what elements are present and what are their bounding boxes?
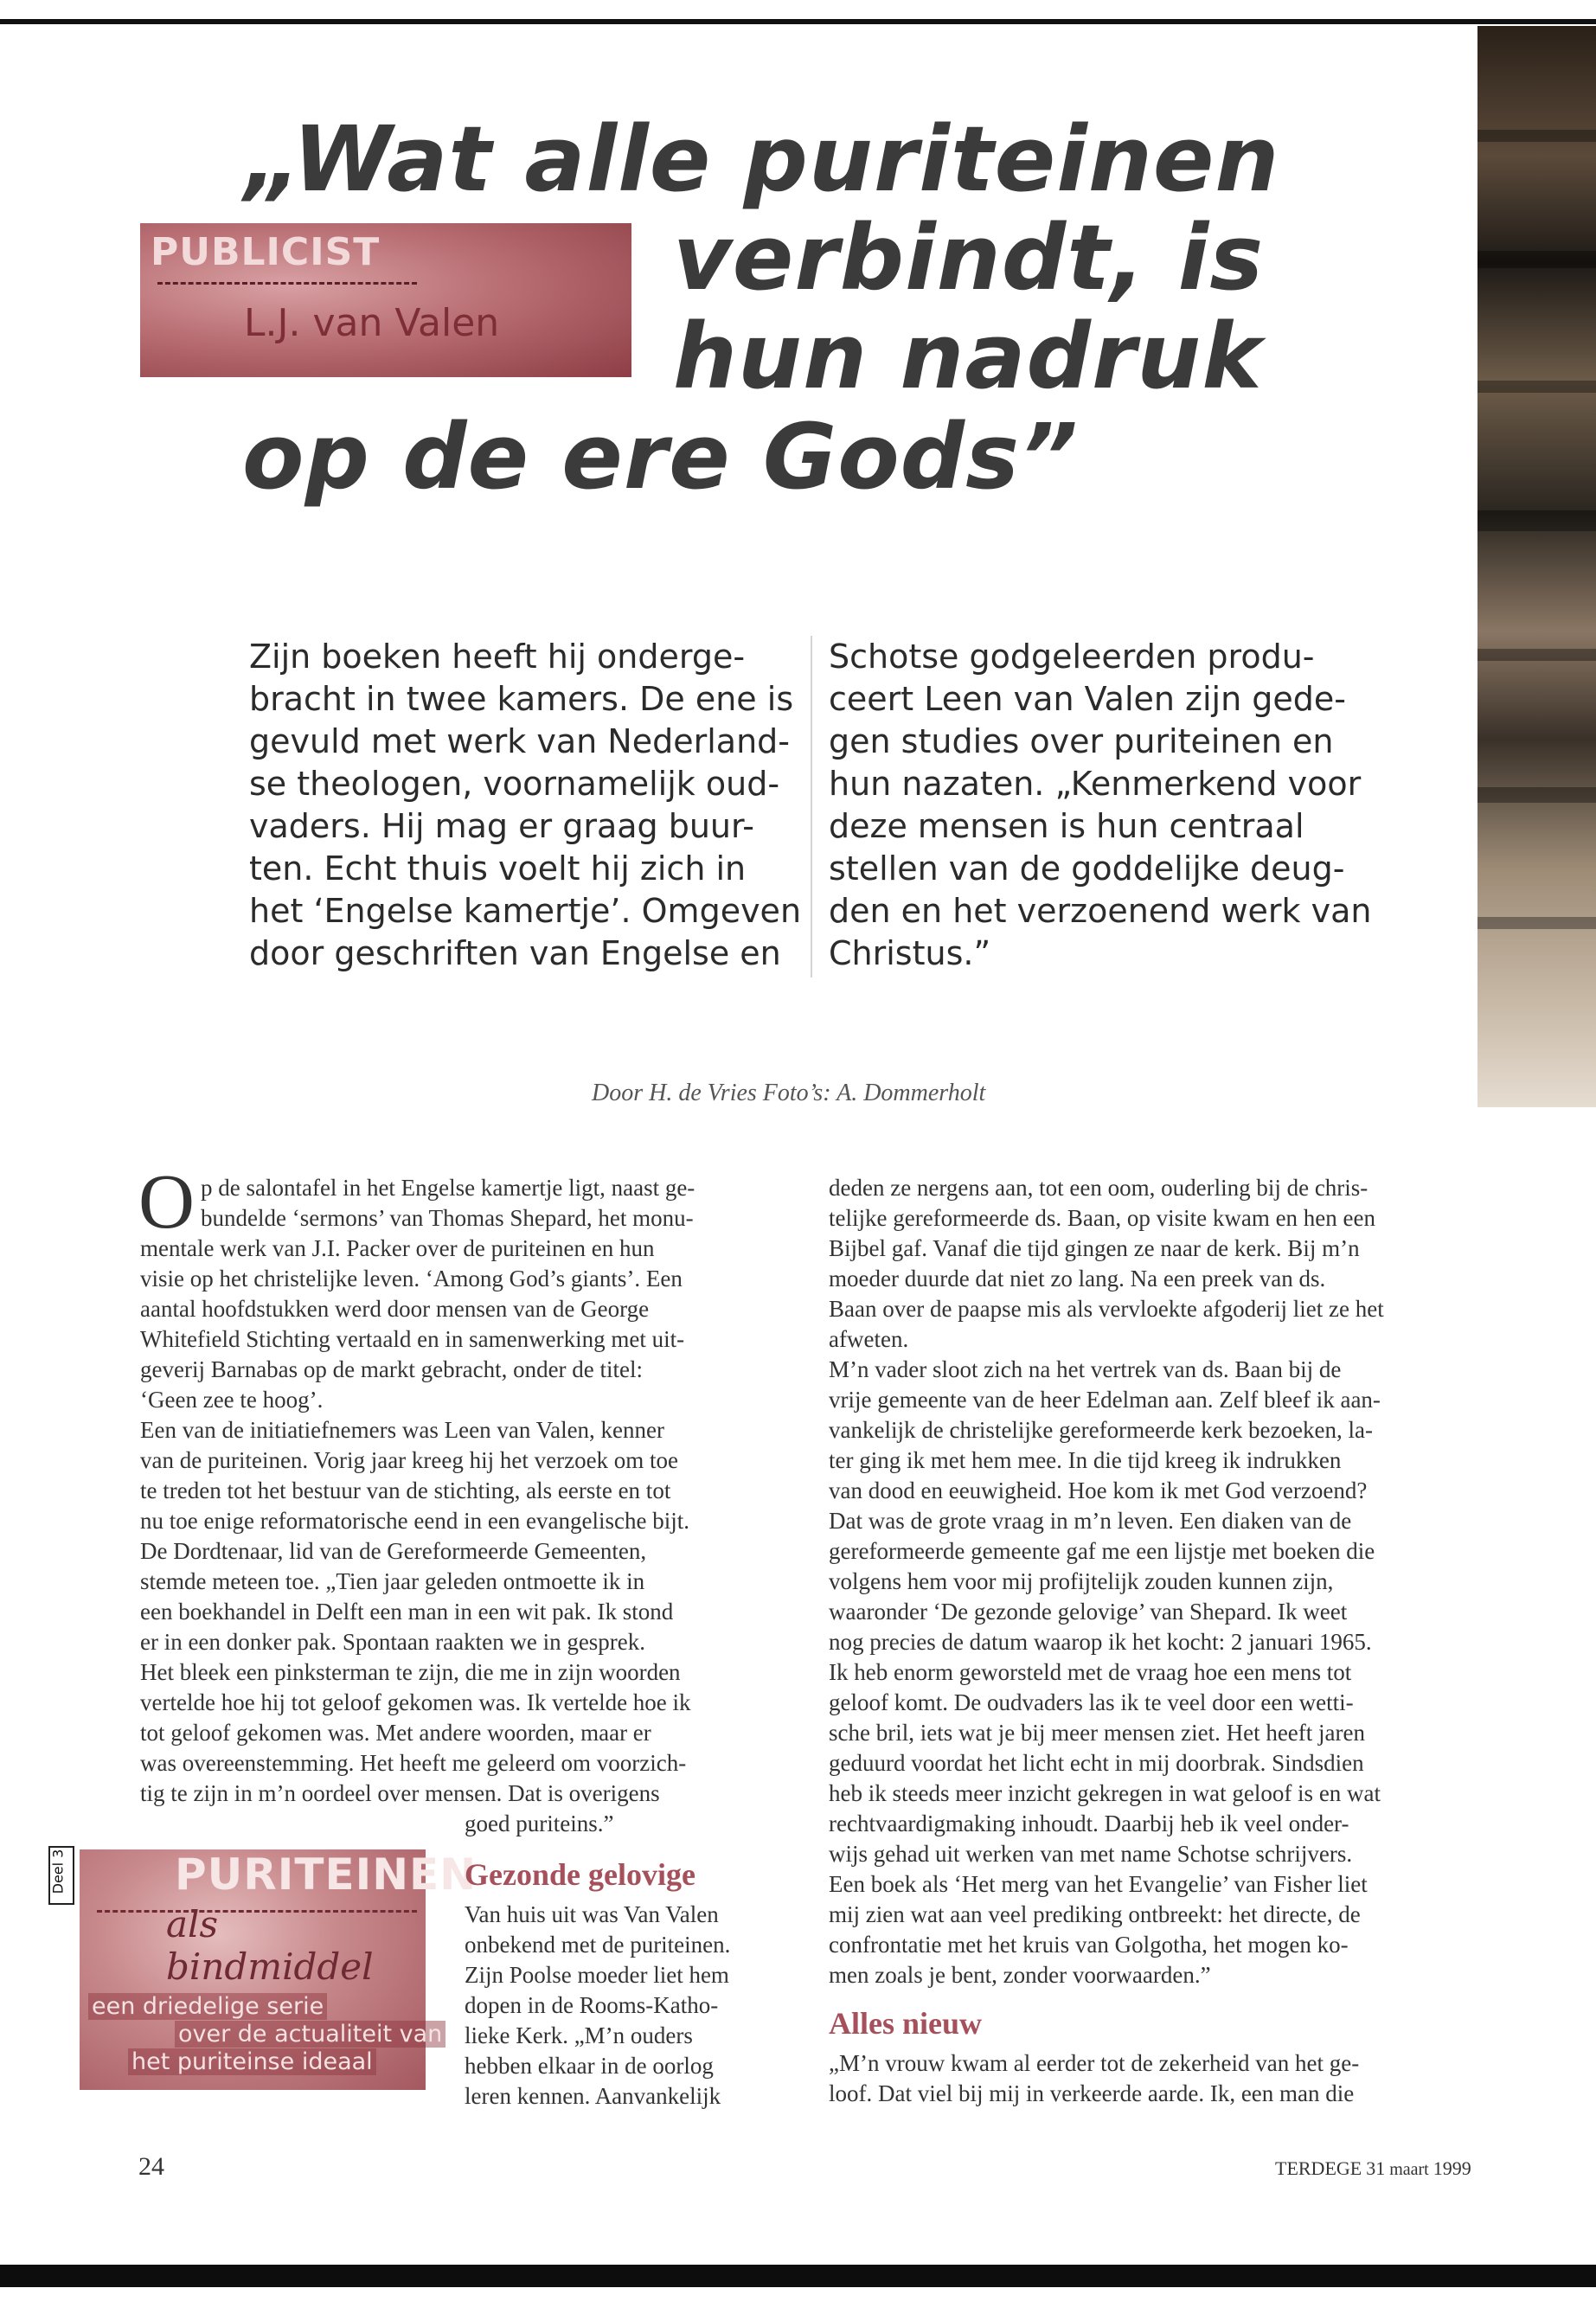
issue-day: 31 [1366,2157,1386,2179]
body-line: Zijn Poolse moeder liet hem [465,1962,729,1988]
publicist-divider [157,282,417,285]
body-line: Whitefield Stichting vertaald en in samenwerking met uit- [140,1326,685,1352]
body-line: moeder duurde dat niet zo lang. Na een preek van ds. [829,1266,1326,1292]
publicist-box [140,223,631,377]
body-line: een boekhandel in Delft een man in een wit pak. Ik stond [140,1599,674,1625]
body-line: aantal hoofdstukken werd door mensen van de George [140,1296,650,1322]
body-line: leren kennen. Aanvankelijk [465,2083,721,2109]
body-line: p de salontafel in het Engelse kamertje ligt, naast ge- [201,1175,695,1201]
body-line: heb ik steeds meer inzicht gekregen in wat geloof is en wat [829,1780,1381,1806]
magazine-footer [1275,2157,1471,2180]
body-line: Ik heb enorm geworsteld met de vraag hoe een mens tot [829,1659,1352,1685]
intro-left-column [249,636,801,975]
body-line: Dat was de grote vraag in m’n leven. Een diaken van de [829,1508,1352,1534]
body-line: hebben elkaar in de oorlog [465,2053,714,2079]
body-line: geloof komt. De oudvaders las ik te veel door een wetti- [829,1689,1354,1715]
subhead-alles-nieuw: Alles nieuw [829,2006,983,2041]
issue-month: maart [1389,2160,1429,2179]
series-box [80,1849,478,2090]
intro-line: stellen van de goddelijke deug- [829,849,1345,888]
publicist-name: L.J. van Valen [244,301,500,345]
body-line: mij zien wat aan veel prediking ontbreekt: het directe, de [829,1901,1361,1927]
intro-line: bracht in twee kamers. De ene is [249,680,794,718]
intro-line: vaders. Hij mag er graag buur- [249,807,754,845]
body-line: lieke Kerk. „M’n ouders [465,2022,693,2048]
body-line: „M’n vrouw kwam al eerder tot de zekerheid van het ge- [829,2050,1360,2076]
body-line: ‘Geen zee te hoog’. [140,1387,324,1413]
body-line: wijs gehad uit werken van met name Schotse schrijvers. [829,1841,1353,1867]
body-line: loof. Dat viel bij mij in verkeerde aarde. Ik, een man die [829,2080,1355,2106]
series-part-tag [48,1846,74,1905]
intro-line: gen studies over puriteinen en [829,722,1334,760]
body-line: sche bril, iets wat je bij meer mensen ziet. Het heeft jaren [829,1720,1365,1746]
body-line: bundelde ‘sermons’ van Thomas Shepard, het monu- [201,1205,694,1231]
body-line: onbekend met de puriteinen. [465,1932,731,1958]
body-line: mentale werk van J.I. Packer over de puriteinen en hun [140,1235,655,1261]
intro-line: ceert Leen van Valen zijn gede- [829,680,1346,718]
article-column-1 [140,1234,691,1809]
intro-line: se theologen, voornamelijk oud- [249,765,780,803]
body-line: was overeenstemming. Het heeft me geleerd om voorzich- [140,1750,687,1776]
body-line: vrije gemeente van de heer Edelman aan. Zelf bleef ik aan- [829,1387,1381,1413]
series-line-1: een driedelige serie [88,1993,327,2020]
body-line: van de puriteinen. Vorig jaar kreeg hij het verzoek om toe [140,1447,679,1473]
bookshelf-photo [1477,26,1596,1107]
body-line: Een van de initiatiefnemers was Leen van Valen, kenner [140,1417,665,1443]
intro-divider [811,636,812,977]
headline-line-2: verbindt, is [673,205,1265,311]
body-line: Het bleek een pinksterman te zijn, die me in zijn woorden [140,1659,681,1685]
intro-line: Zijn boeken heeft hij onderge- [249,638,746,676]
publicist-label: PUBLICIST [151,230,381,274]
article-column-1-bottom [465,1900,730,2112]
body-line: ter ging ik met hem mee. In die tijd kreeg ik indrukken [829,1447,1342,1473]
intro-line: deze mensen is hun centraal [829,807,1304,845]
headline-line-1: „Wat alle puriteinen [244,106,1280,212]
body-line: telijke gereformeerde ds. Baan, op visite kwam en hen een [829,1205,1376,1231]
series-line-3: het puriteinse ideaal [128,2048,376,2075]
intro-line: gevuld met werk van Nederland- [249,722,790,760]
intro-line: ten. Echt thuis voelt hij zich in [249,849,747,888]
headline-line-3: hun nadruk [673,304,1263,409]
body-line: afweten. [829,1326,909,1352]
body-line: te treden tot het bestuur van de stichting, als eerste en tot [140,1477,671,1503]
byline: Door H. de Vries Foto’s: A. Dommerholt [592,1080,986,1106]
body-line: vankelijk de christelijke gereformeerde kerk bezoeken, la- [829,1417,1373,1443]
body-line: geduurd voordat het licht echt in mij doorbrak. Sindsdien [829,1750,1364,1776]
body-line: deden ze nergens aan, tot een oom, ouderling bij de chris- [829,1175,1368,1201]
bottom-rule [0,2265,1596,2287]
body-line: vertelde hoe hij tot geloof gekomen was. Ik vertelde hoe ik [140,1689,691,1715]
body-line: dopen in de Rooms-Katho- [465,1992,719,2018]
article-column-2 [829,1173,1384,1990]
series-part-label: Deel 3 [49,1849,67,1894]
intro-line: door geschriften van Engelse en [249,934,781,972]
body-line: confrontatie met het kruis van Golgotha, het mogen ko- [829,1932,1349,1958]
body-line: rechtvaardigmaking inhoudt. Daarbij heb ik veel onder- [829,1811,1349,1836]
body-line: waaronder ‘De gezonde gelovige’ van Shepard. Ik weet [829,1599,1348,1625]
series-subtitle: als bindmiddel [166,1903,374,1988]
series-line-2: over de actualiteit van [175,2021,445,2048]
subhead-gezonde-gelovige: Gezonde gelovige [465,1857,695,1892]
body-line: Baan over de paapse mis als vervloekte afgoderij liet ze het [829,1296,1384,1322]
top-rule [0,19,1596,24]
body-line: visie op het christelijke leven. ‘Among God’s giants’. Een [140,1266,683,1292]
article-column-1-top [201,1173,695,1234]
body-line: nog precies de datum waarop ik het kocht: 2 januari 1965. [829,1629,1372,1655]
body-line: M’n vader sloot zich na het vertrek van ds. Baan bij de [829,1356,1342,1382]
body-line: volgens hem voor mij profijtelijk zouden kunnen zijn, [829,1568,1334,1594]
body-line: Van huis uit was Van Valen [465,1901,719,1927]
body-line: tot geloof gekomen was. Met andere woorden, maar er [140,1720,651,1746]
intro-line: het ‘Engelse kamertje’. Omgeven [249,892,802,930]
article-column-2-bottom [829,2048,1359,2109]
page-number: 24 [138,2152,164,2181]
body-line: Een boek als ‘Het merg van het Evangelie’ van Fisher liet [829,1871,1368,1897]
drop-cap: O [138,1159,195,1245]
body-line: van dood en eeuwigheid. Hoe kom ik met God verzoend? [829,1477,1368,1503]
body-line: tig te zijn in m’n oordeel over mensen. Dat is overigens [140,1780,660,1806]
intro-line: den en het verzoenend werk van [829,892,1372,930]
body-line: De Dordtenaar, lid van de Gereformeerde Gemeenten, [140,1538,647,1564]
body-line: men zoals je bent, zonder voorwaarden.” [829,1962,1211,1988]
body-line: Bijbel gaf. Vanaf die tijd gingen ze naar de kerk. Bij m’n [829,1235,1360,1261]
headline-line-4: op de ere Gods” [242,404,1079,510]
magazine-name: TERDEGE [1275,2157,1362,2179]
body-line: goed puriteins.” [465,1811,614,1836]
issue-year: 1999 [1433,2157,1471,2179]
intro-line: Christus.” [829,934,991,972]
body-line: er in een donker pak. Spontaan raakten we in gesprek. [140,1629,646,1655]
body-line: nu toe enige reformatorische eend in een evangelische bijt. [140,1508,689,1534]
intro-line: hun nazaten. „Kenmerkend voor [829,765,1362,803]
body-line: stemde meteen toe. „Tien jaar geleden ontmoette ik in [140,1568,645,1594]
series-title: PURITEINEN [175,1849,478,1900]
intro-right-column [829,636,1371,975]
body-line: gereformeerde gemeente gaf me een lijstje met boeken die [829,1538,1375,1564]
body-line: geverij Barnabas op de markt gebracht, onder de titel: [140,1356,644,1382]
intro-line: Schotse godgeleerden produ- [829,638,1315,676]
